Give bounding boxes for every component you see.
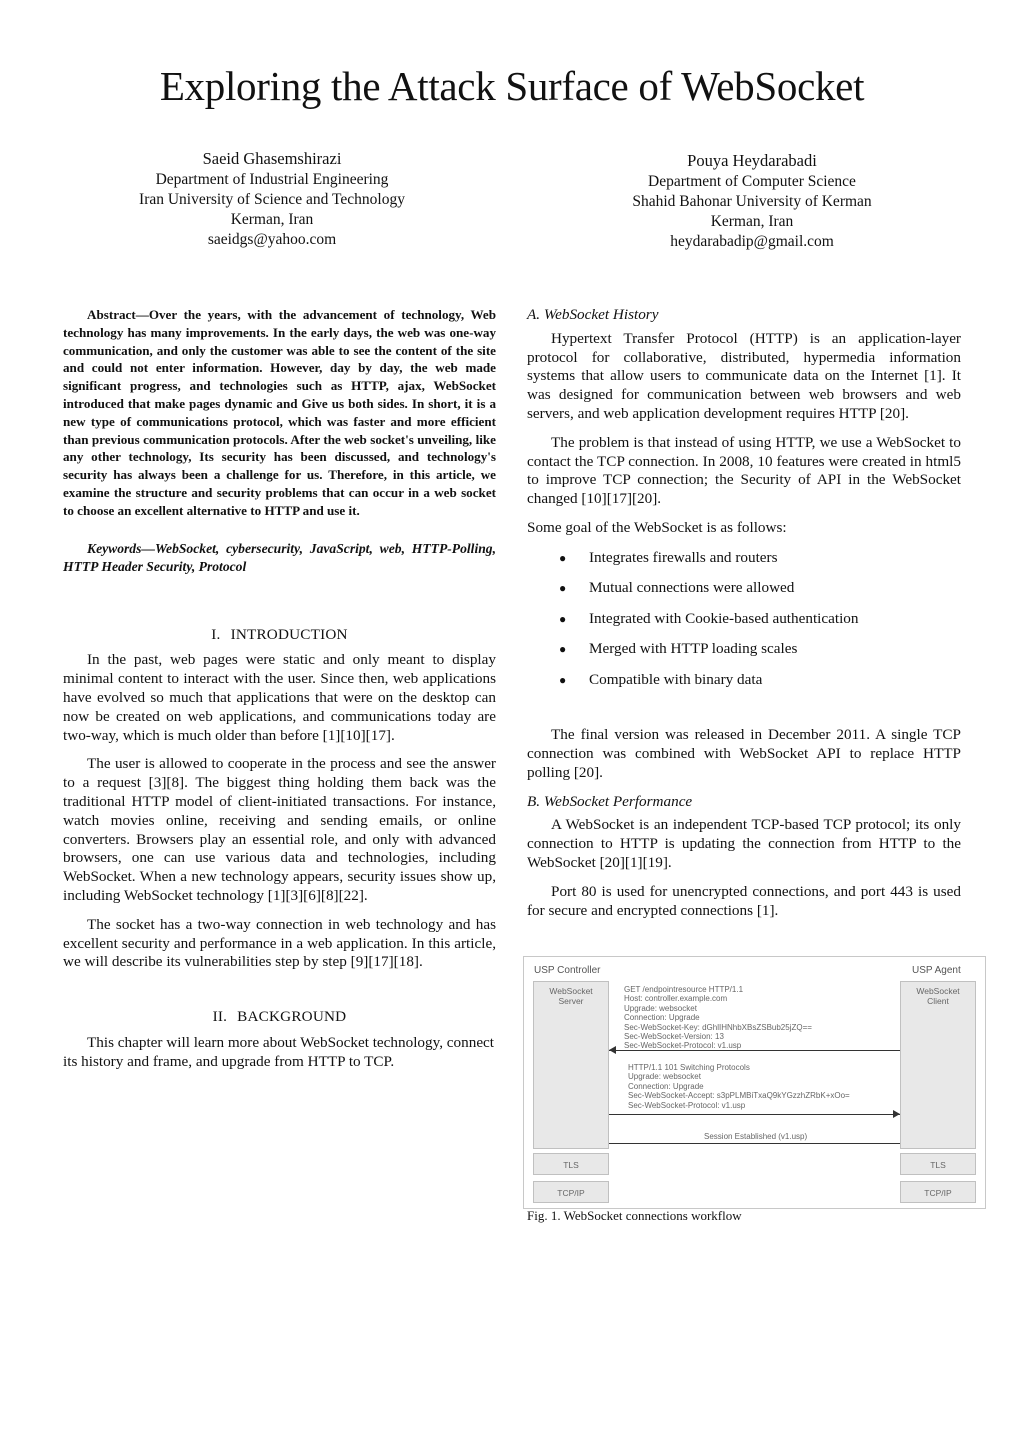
list-item: ● Integrates firewalls and routers: [559, 548, 778, 566]
section-number: II.: [212, 1008, 228, 1026]
paragraph: The socket has a two-way connection in web technology and has excellent security and performance in a web application. In this article, we will describe its vulnerabilities step by step [9][17][18].: [63, 915, 496, 971]
left-column: [63, 306, 496, 1072]
subsection-heading-performance: B. WebSocket Performance: [527, 792, 693, 810]
list-item: ● Merged with HTTP loading scales: [559, 640, 798, 658]
paragraph: Hypertext Transfer Protocol (HTTP) is an application-layer protocol for collaborative, distributed, hypermedia information systems that allow users to communicate data on the Internet [1]. It was designed for communication between web browsers and web servers, and web application development requires HTTP [20].: [527, 329, 961, 422]
author-block-1: [62, 148, 482, 250]
arrowhead-right-icon: [893, 1110, 900, 1118]
list-item: ● Integrated with Cookie-based authentication: [559, 609, 859, 627]
paper-title: Exploring the Attack Surface of WebSocket: [159, 63, 865, 109]
section-title: BACKGROUND: [237, 1008, 347, 1026]
paragraph: This chapter will learn more about WebSocket technology, connect its history and frame, and upgrade from HTTP to TCP.: [63, 1033, 495, 1070]
paragraph: A WebSocket is an independent TCP-based TCP protocol; its only connection to HTTP is updating the connection from HTTP to the WebSocket [20][1][19].: [527, 816, 961, 872]
paragraph: Port 80 is used for unencrypted connections, and port 443 is used for secure and encrypted connections [1].: [527, 882, 961, 919]
abstract: Abstract—Over the years, with the advancement of technology, Web technology has many improvements. In the early days, the web was one-way communication, and only the customer was able to see the content of the site and could not enter information. However, day by day, the web made significant progress, and technologies such as HTTP, ajax, WebSocket introduced that make pages dynamic and Give us both sides. In short, it is a new type of communications protocol, which was faster and more efficient than previous communication protocols. After the web socket's unveiling, like any other technology, Its security has been discussed, and technology's security has always been a challenge for us. Therefore, in this article, we examine the structure and security problems that can occur in a web socket to choose an excellent alternative to HTTP and use it.: [63, 307, 496, 518]
bullet-icon: ●: [559, 611, 567, 626]
subsection-heading-history: A. WebSocket History: [527, 306, 659, 323]
websocket-workflow-figure: [523, 956, 986, 1209]
tcpip-box-right: TCP/IP: [900, 1181, 976, 1203]
author-email: saeidgs@yahoo.com: [207, 231, 337, 248]
arrowhead-left-icon: [609, 1046, 616, 1054]
paragraph: The user is allowed to cooperate in the process and see the answer to a request [3][8]. The biggest thing holding them back was the traditional HTTP model of client-initiated transactions. For instance, watch movies online, receiving and sending emails, or online converters. Browsers play an essential role, and only with advanced browsers, one can use various data and technologies, including WebSocket. When a new technology appears, security issues show up, including WebSocket technology [1][3][6][8][22].: [63, 755, 496, 904]
paragraph: The final version was released in December 2011. A single TCP connection was combined with WebSocket API to replace HTTP polling [20].: [527, 726, 961, 781]
author-university: Iran University of Science and Technology: [139, 191, 405, 208]
bullet-icon: ●: [559, 581, 567, 596]
list-item: ● Mutual connections were allowed: [559, 579, 795, 597]
session-arrow: [609, 1143, 900, 1144]
websocket-server-box: WebSocket Server: [533, 981, 609, 1149]
author-email: heydarabadip@gmail.com: [670, 233, 834, 250]
list-item: ● Compatible with binary data: [559, 670, 763, 688]
tls-box-left: TLS: [533, 1153, 609, 1175]
tcpip-box-left: TCP/IP: [533, 1181, 609, 1203]
author-department: Department of Computer Science: [648, 173, 856, 190]
right-column: [527, 306, 961, 920]
goals-list: [527, 548, 961, 701]
author-name: Pouya Heydarabadi: [687, 151, 817, 170]
tls-box-right: TLS: [900, 1153, 976, 1175]
bullet-icon: ●: [559, 642, 567, 657]
paragraph: Some goal of the WebSocket is as follows:: [527, 518, 787, 536]
section-heading-background: [63, 1008, 496, 1027]
session-label: Session Established (v1.usp): [704, 1132, 808, 1141]
section-number: I.: [211, 625, 221, 643]
author-name: Saeid Ghasemshirazi: [202, 149, 342, 168]
usp-agent-label: USP Agent: [912, 965, 961, 976]
author-block-2: [542, 150, 962, 252]
author-university: Shahid Bahonar University of Kerman: [632, 193, 872, 210]
response-arrow: [609, 1114, 900, 1115]
upgrade-request: GET /endpointresource HTTP/1.1 Host: controller.example.com Upgrade: websocket Connection: Upgrade Sec-WebSocket-Key: dGhlIHNhbXBsZSBub25jZQ== Sec-WebSocket-Version: 13 Sec-WebSocket-Protocol: v1.usp: [624, 985, 812, 1051]
bullet-icon: ●: [559, 672, 567, 687]
request-arrow: [609, 1050, 900, 1051]
section-title: INTRODUCTION: [230, 625, 348, 643]
usp-controller-label: USP Controller: [534, 965, 601, 976]
upgrade-response: HTTP/1.1 101 Switching Protocols Upgrade: websocket Connection: Upgrade Sec-WebSocket-Accept: s3pPLMBiTxaQ9kYGzzhZRbK+xOo= Sec-WebSocket-Protocol: v1.usp: [628, 1063, 850, 1110]
bullet-icon: ●: [559, 550, 567, 565]
figure-caption: Fig. 1. WebSocket connections workflow: [527, 1208, 742, 1223]
section-heading-introduction: [63, 626, 496, 645]
keywords: Keywords—WebSocket, cybersecurity, JavaScript, web, HTTP-Polling, HTTP Header Security, Protocol: [63, 540, 496, 574]
paragraph: The problem is that instead of using HTTP, we use a WebSocket to contact the TCP connection. In 2008, 10 features were created in html5 to improve TCP connection; the Security of API in the WebSocket changed [10][17][20].: [527, 433, 961, 508]
author-city: Kerman, Iran: [230, 211, 314, 228]
author-city: Kerman, Iran: [710, 213, 794, 230]
paragraph: In the past, web pages were static and only meant to display minimal content to interact with the user. Since then, web applications have evolved so much that applications that were on the desktop can now be created on web applications, and communications today are two-way, which is much older than before [1][10][17].: [63, 651, 496, 744]
author-department: Department of Industrial Engineering: [155, 171, 389, 188]
websocket-client-box: WebSocket Client: [900, 981, 976, 1149]
